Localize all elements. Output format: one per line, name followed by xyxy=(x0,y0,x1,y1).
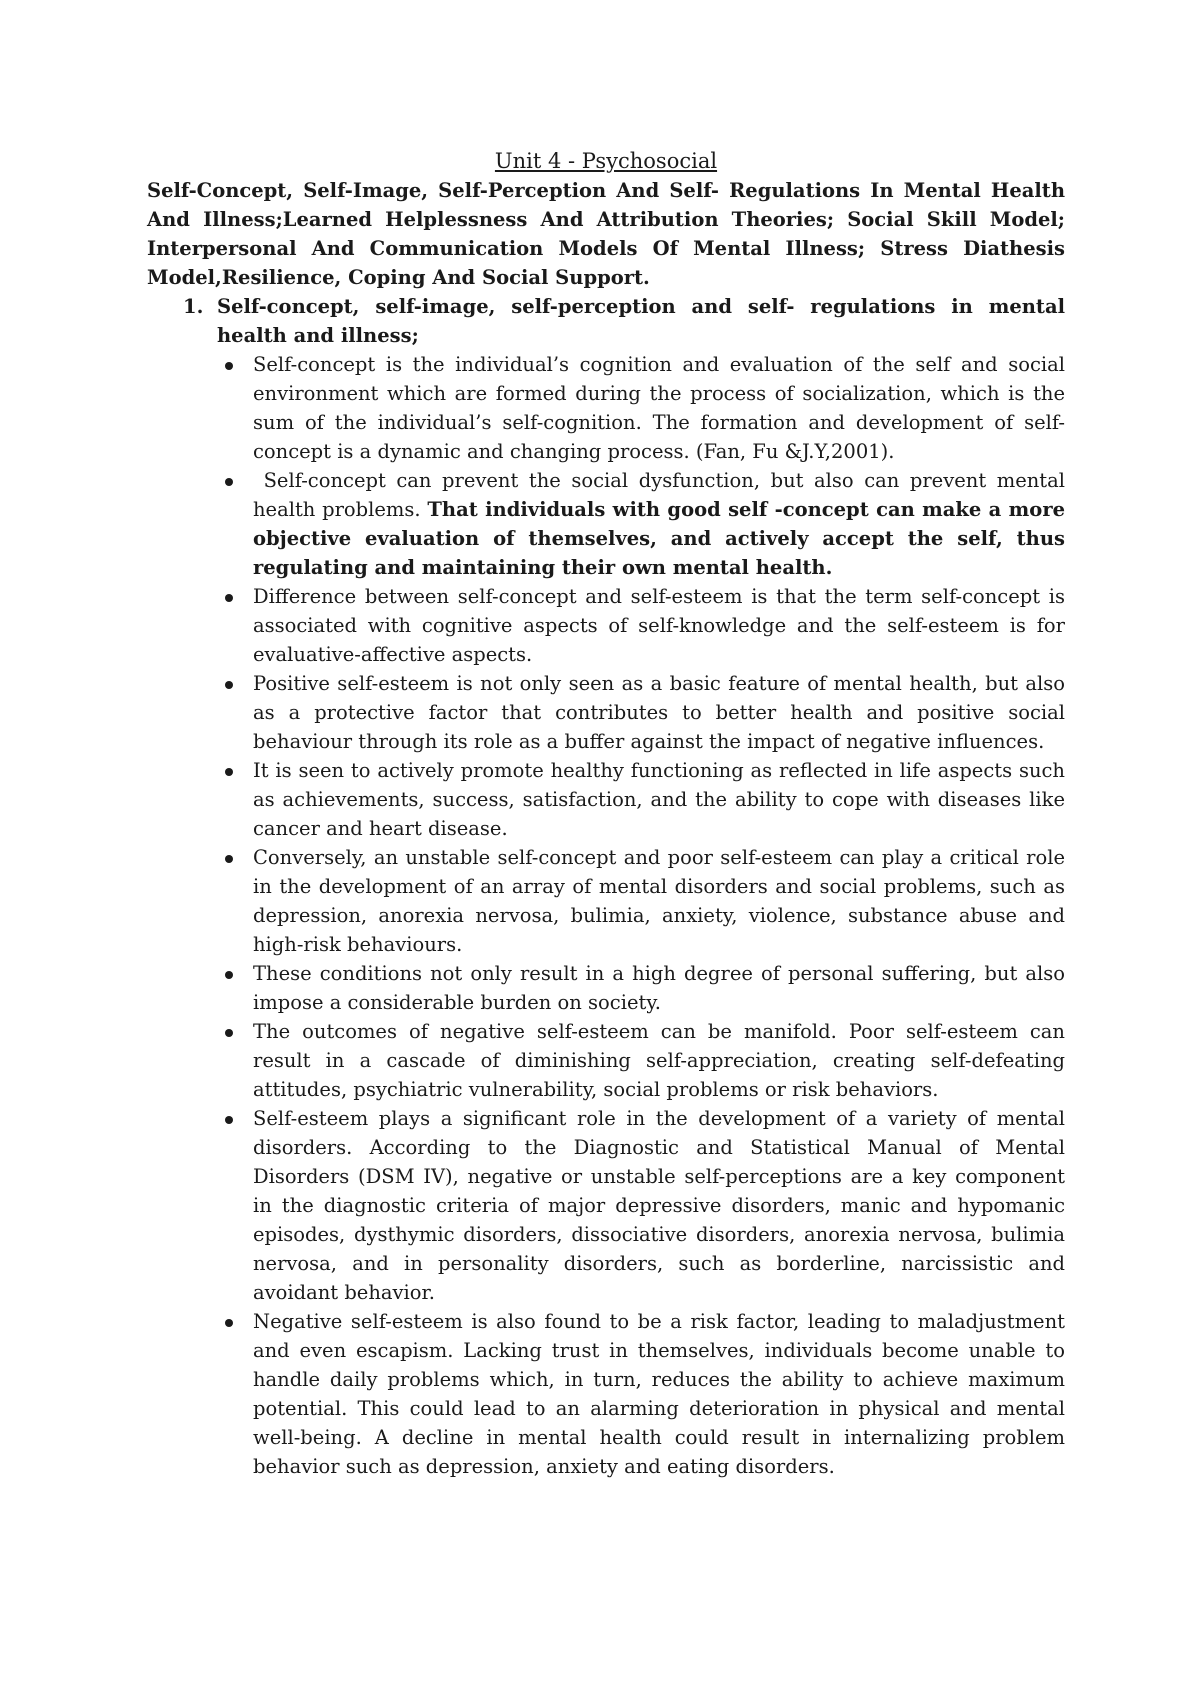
bullet-item xyxy=(217,843,1065,959)
bullet-text: Difference between self-concept and self-esteem is that the term self-concept is associated with cognitive aspects of self-knowledge and the self-esteem is for evaluative-affective aspects. xyxy=(253,585,1065,666)
bullet-list xyxy=(217,350,1072,1481)
bullet-item xyxy=(217,1017,1065,1104)
bullet-text: Conversely, an unstable self-concept and poor self-esteem can play a critical role in the development of an array of mental disorders and social problems, such as depression, anorexia nervosa, bulimia, anxiety, violence, substance abuse and high-risk behaviours. xyxy=(253,846,1065,956)
bullet-dot-icon xyxy=(225,362,233,370)
bullet-dot-icon xyxy=(225,1029,233,1037)
bullet-dot-icon xyxy=(225,594,233,602)
section-item xyxy=(147,292,1072,1481)
bullet-dot-icon xyxy=(225,855,233,863)
section-number: 1. xyxy=(183,295,204,318)
bullet-item xyxy=(217,466,1072,582)
bullet-item xyxy=(217,959,1065,1017)
document-title: Unit 4 - Psychosocial xyxy=(494,149,718,173)
bullet-dot-icon xyxy=(225,768,233,776)
section-list xyxy=(147,292,1072,1481)
bullet-item xyxy=(217,582,1065,669)
document-page xyxy=(147,146,1072,1481)
bullet-text: It is seen to actively promote healthy functioning as reflected in life aspects such as achievements, success, satisfaction, and the ability to cope with diseases like cancer and heart disease. xyxy=(253,759,1065,840)
bullet-item xyxy=(217,1104,1065,1307)
bullet-text: The outcomes of negative self-esteem can be manifold. Poor self-esteem can result in a cascade of diminishing self-appreciation, creating self-defeating attitudes, psychiatric vulnerability, social problems or risk behaviors. xyxy=(253,1020,1065,1101)
bullet-text: Self-concept is the individual’s cognition and evaluation of the self and social environment which are formed during the process of socialization, which is the sum of the individual’s self-cognition. The formation and development of self-concept is a dynamic and changing process. (Fan, Fu &J.Y,2001). xyxy=(253,353,1065,463)
bullet-item xyxy=(217,756,1065,843)
document-subtitle: Self-Concept, Self-Image, Self-Perception And Self- Regulations In Mental Health And Illness;Learned Helplessness And Attribution Theories; Social Skill Model; Interpersonal And Communication Models Of Mental Illness; Stress Diathesis Model,Resilience, Coping And Social Support. xyxy=(147,179,1065,289)
section-heading: Self-concept, self-image, self-perception and self- regulations in mental health and illness; xyxy=(217,295,1065,347)
bullet-dot-icon xyxy=(225,971,233,979)
bullet-dot-icon xyxy=(225,1319,233,1327)
bullet-text: Self-esteem plays a significant role in the development of a variety of mental disorders. According to the Diagnostic and Statistical Manual of Mental Disorders (DSM IV), negative or unstable self-perceptions are a key component in the diagnostic criteria of major depressive disorders, manic and hypomanic episodes, dysthymic disorders, dissociative disorders, anorexia nervosa, bulimia nervosa, and in personality disorders, such as borderline, narcissistic and avoidant behavior. xyxy=(253,1107,1065,1304)
bullet-dot-icon xyxy=(225,681,233,689)
bullet-bold-text: That individuals with good self -concept can make a more objective evaluation of themselves, and actively accept the self, thus regulating and maintaining their own mental health. xyxy=(253,498,1065,579)
bullet-text: Self-concept can prevent the social dysfunction, but also can prevent mental health problems. xyxy=(253,469,1072,521)
bullet-item xyxy=(217,669,1065,756)
bullet-text: These conditions not only result in a high degree of personal suffering, but also impose a considerable burden on society. xyxy=(253,962,1065,1014)
bullet-text: Negative self-esteem is also found to be a risk factor, leading to maladjustment and even escapism. Lacking trust in themselves, individuals become unable to handle daily problems which, in turn, reduces the ability to achieve maximum potential. This could lead to an alarming deterioration in physical and mental well-being. A decline in mental health could result in internalizing problem behavior such as depression, anxiety and eating disorders. xyxy=(253,1310,1065,1478)
bullet-item xyxy=(217,350,1065,466)
bullet-item xyxy=(217,1307,1065,1481)
bullet-dot-icon xyxy=(225,478,233,486)
bullet-text: Positive self-esteem is not only seen as a basic feature of mental health, but also as a protective factor that contributes to better health and positive social behaviour through its role as a buffer against the impact of negative influences. xyxy=(253,672,1065,753)
bullet-dot-icon xyxy=(225,1116,233,1124)
